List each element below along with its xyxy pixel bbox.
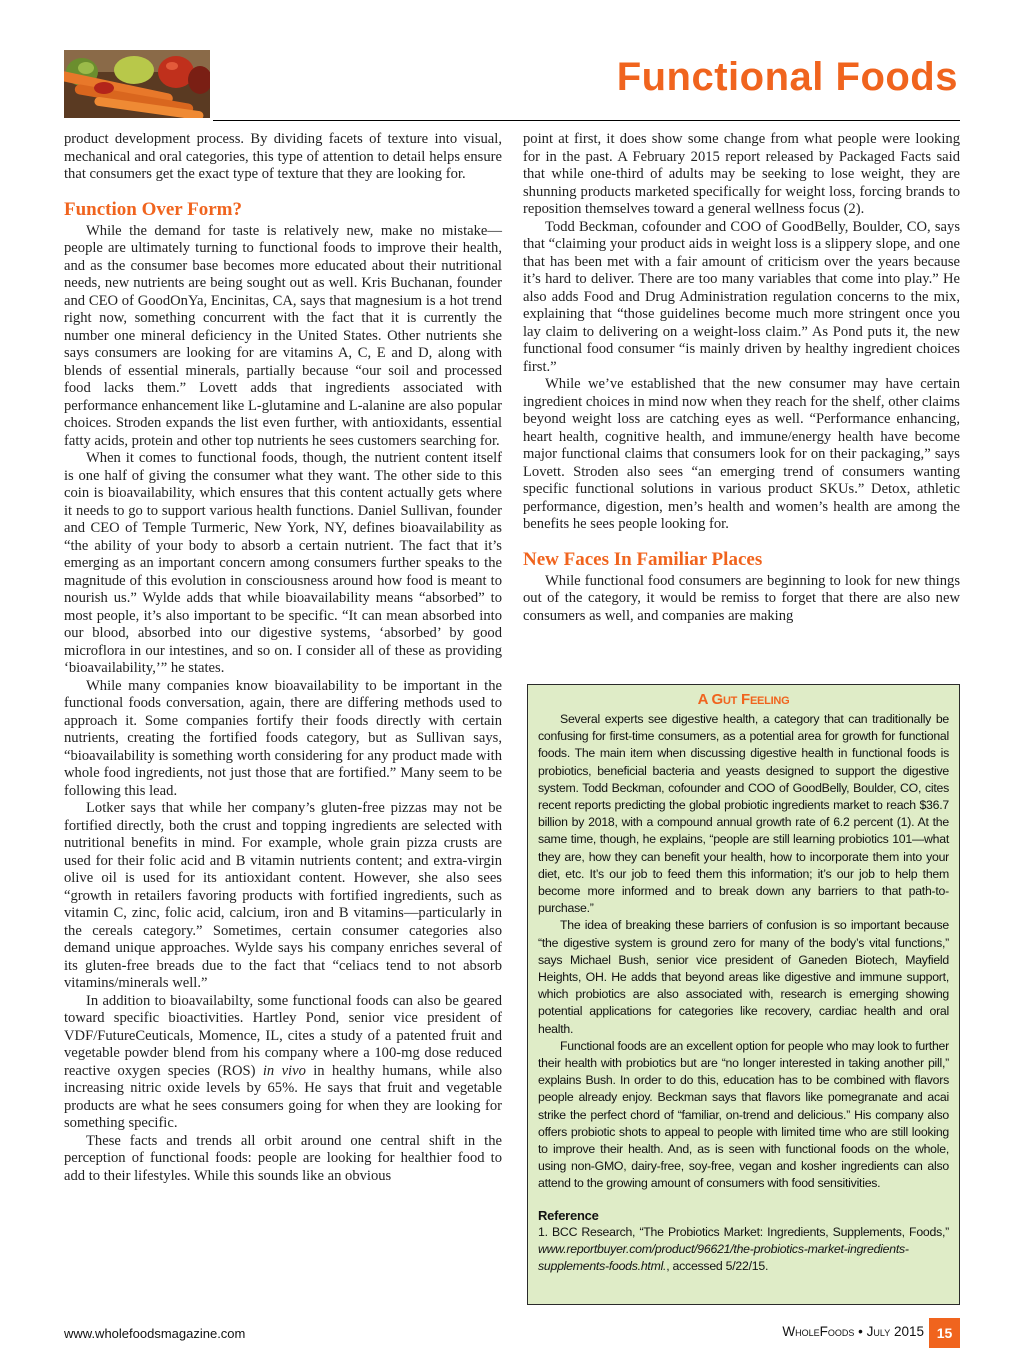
article-paragraph: point at first, it does show some change from what people were looking for in the past. A February 2015 report released by Packaged Facts said that while one-third of adults may be seeking to lose weight, they are shunning products marketed specifically for weight loss, forcing brands to reposition themselves toward a general wellness focus (2). <box>523 131 960 217</box>
header-rule <box>213 120 960 121</box>
footer-url[interactable]: www.wholefoodsmagazine.com <box>64 1326 246 1341</box>
italic-term: in vivo <box>262 1062 306 1079</box>
vegetables-photo-icon <box>64 50 210 118</box>
article-paragraph <box>64 993 502 1133</box>
text-run: 1. BCC Research, “The Probiotics Market: Ingredients, Supplements, Foods,” <box>538 1224 949 1239</box>
issue-date: July 2015 <box>866 1324 924 1339</box>
text-run: In addition to bioavailabilty, some functional foods can also be geared toward specific bioactivities. Hartley Pond, senior vice president of VDF/FutureCeuticals, Momence, IL, cites a study of a patented fruit and vegetable powder blend from his company where a 100-mg dose reduced reactive oxygen species (ROS) <box>64 992 502 1079</box>
reference-entry <box>538 1224 949 1276</box>
right-column <box>523 131 960 625</box>
subheading-new-faces: New Faces In Familiar Places <box>523 548 763 570</box>
footer-issue <box>782 1324 924 1339</box>
sidebar-paragraph: Functional foods are an excellent option for people who may look to further their health with probiotics but are “no longer interested in taking another pill,” explains Bush. In order to do this, education has to be combined with flavors people already enjoy. Beckman says that flavors like pomegranate and acai strike the perfect chord of “familiar, on-trend and delicious.” His company also offers probiotic shots to appeal to people with limited time who are still looking to improve their health. And, as is seen with functional foods on the whole, using non-GMO, dairy-free, soy-free, vegan and kosher ingredients can also attend to the growing amount of consumers with food sensitivities. <box>538 1038 949 1191</box>
left-column <box>64 131 502 1185</box>
article-paragraph: While functional food consumers are beginning to look for new things out of the category, it would be remiss to forget that there are also new consumers as well, and companies are making <box>523 572 960 624</box>
text-run: , accessed 5/22/15. <box>666 1259 769 1274</box>
reference-link[interactable]: www.reportbuyer.com/product/96621/the-probiotics-market-ingredients-supplements-foods.html. <box>538 1242 909 1274</box>
sidebar-title: A Gut Feeling <box>697 691 790 708</box>
article-paragraph: When it comes to functional foods, though, the nutrient content itself is one half of giving the consumer what they want. The other side to this coin is bioavailability, which ensures that this content actually gets where it needs to go to support various health functions. Daniel Sullivan, founder and CEO of Temple Turmeric, New York, NY, defines bioavailability as “the ability of your body to absorb a certain nutrient. The fact that it’s emerging as an important concern among consumers further speaks to the magnitude of this evolution in consciousness around how food is meant to nourish us.” Wylde adds that while bioavailability means “absorbed” to most people, it’s also important to be specific. “It can mean absorbed into our blood, absorbed into our digestive systems, ‘absorbed’ by good microflora in our intestines, and so on. I consider all of these as providing ‘bioavailability,’” he states. <box>64 450 502 676</box>
sidebar-paragraph: The idea of breaking these barriers of confusion is so important because “the digestive system is ground zero for many of the body’s vital functions,” says Michael Bush, senior vice president of Ganeden Biotech, Mayfield Heights, OH. He adds that beyond areas like digestive and immune support, which probiotics are also associated with, research is emerging showing potential applications for categories like recovery, cardiac health and oral health. <box>538 918 949 1036</box>
text-run: in healthy humans, while also increasing nitric oxide levels by 65%. He says that fruit and vegetable products are what he sees consumers going for when they are looking for something specific. <box>64 1062 503 1131</box>
magazine-name: WholeFoods <box>782 1324 855 1339</box>
article-paragraph: Lotker says that while her company’s gluten-free pizzas may not be fortified directly, both the crust and topping ingredients are selected with nutritional benefits in mind. For example, whole grain pizza crusts are used for their folic acid and B vitamin nutrients content; and extra-virgin olive oil is used for its antioxidant content. However, she also sees “growth in retailers favoring products with fortified ingredients, such as vitamin C, zinc, folic acid, calcium, iron and B vitamins—particularly in the cereals category.” Sometimes, certain consumer categories also demand unique approaches. Wylde says his company enriches several of its gluten-free breads due to the fact that “celiacs tend to not absorb vitamins/minerals well.” <box>64 800 502 991</box>
reference-heading: Reference <box>538 1207 599 1223</box>
article-paragraph: While many companies know bioavailability to be important in the functional foods conversation, again, there are differing methods used to approach it. Some companies fortify their foods directly with certain nutrients, creating the fortified foods category, but as Sullivan says, “bioavailability is something worth considering for any product made with whole food ingredients, not just those that are fortified.” Many seem to be following this lead. <box>64 677 502 799</box>
article-paragraph: While we’ve established that the new consumer may have certain ingredient choices in mind now when they reach for the shelf, other claims beyond weight loss are catching eyes as well. “Performance enhancing, heart health, cognitive health, and immune/energy health have become major functional claims that consumers look for on their packaging,” says Lovett. Stroden also sees “an emerging trend of consumers wanting specific functional solutions in various product SKUs.” Detox, athletic performance, digestion, men’s health and women’s health are among the benefits he sees people looking for. <box>523 376 960 532</box>
sidebar-box <box>527 684 960 1305</box>
subheading-function-over-form: Function Over Form? <box>64 198 243 220</box>
page-number: 15 <box>929 1318 960 1348</box>
article-paragraph: These facts and trends all orbit around one central shift in the perception of functional foods: people are looking for healthier food to add to their lifestyles. While this sounds like an obvious <box>64 1132 502 1184</box>
sidebar-paragraph: Several experts see digestive health, a category that can traditionally be confusing for first-time consumers, as a potential area for growth for functional foods. The main item when discussing digestive health in functional foods is probiotics, beneficial bacteria and yeasts designed to support the digestive system. Todd Beckman, cofounder and COO of GoodBelly, Boulder, CO, cites recent reports predicting the global probiotic ingredients market to reach $36.7 billion by 2018, with a compound annual growth rate of 6.2 percent (1). At the same time, though, he explains, “people are still learning probiotics 101—what they are, how they can benefit your health, how to incorporate them into your diet, etc. It’s our job to feed them this information; it’s our job to help them become more informed and to break down any barriers to that path-to-purchase.” <box>538 712 949 916</box>
section-title: Functional Foods <box>616 55 958 99</box>
article-paragraph: While the demand for taste is relatively new, make no mistake—people are ultimately turning to functional foods to improve their health, and as the consumer base becomes more educated about their nutritional needs, new nutrients are being sought out as well. Kris Buchanan, founder and CEO of GoodOnYa, Encinitas, CA, says that magnesium is a hot trend right now, something concurrent with the fact that it is currently the number one mineral deficiency in the United States. Other nutrients she says consumers are looking for are vitamins A, C, E and D, along with blends of essential minerals, partially because “our soil and processed food lacks them.” Lovett adds that ingredients associated with performance enhancement like L-glutamine and L-alanine are also popular choices. Stroden expands the list even further, with antioxidants, essential fatty acids, protein and other top nutrients he sees customers searching for. <box>64 222 502 449</box>
article-paragraph: Todd Beckman, cofounder and COO of GoodBelly, Boulder, CO, says that “claiming your product aids in weight loss is a slippery slope, and one that has been met with a fair amount of criticism over the years because it’s hard to deliver. There are too many variables that come into play.” He also adds Food and Drug Administration regulation concerns to the mix, explaining that “those guidelines become much more stringent once you lay claim to delivering on a weight-loss claim.” As Pond puts it, the new functional food consumer “is mainly driven by healthy ingredient choices first.” <box>523 218 960 375</box>
separator: • <box>854 1324 867 1339</box>
article-paragraph: product development process. By dividing facets of texture into visual, mechanical and oral categories, this type of attention to detail helps ensure that consumers get the exact type of texture that they are looking for. <box>64 131 502 182</box>
header-photo <box>64 50 210 118</box>
